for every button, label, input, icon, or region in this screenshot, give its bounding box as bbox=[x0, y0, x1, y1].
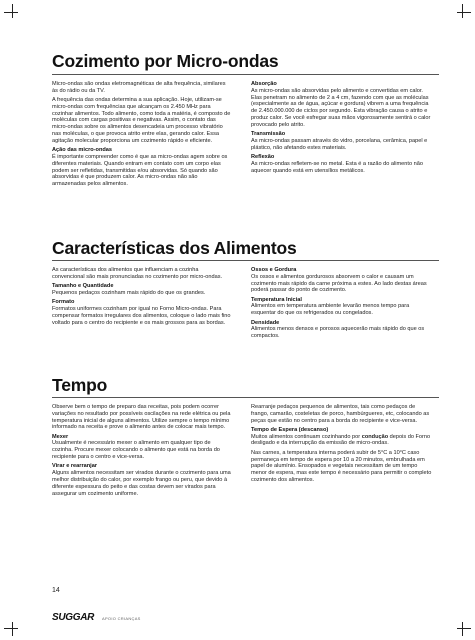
subheading: Mexer bbox=[52, 433, 69, 440]
section1-left-column bbox=[52, 81, 232, 190]
text-run: Muitos alimentos continuam cozinhando por bbox=[251, 433, 362, 440]
paragraph: Usualmente é necessário mexer o alimento em qualquer tipo de cozinha. Procure mexer colocando o alimento que está na borda do recipiente para o centro e vice-versa. bbox=[52, 440, 220, 461]
section2-right-column bbox=[251, 267, 432, 342]
section2-left-column bbox=[52, 267, 232, 329]
section1-right-column bbox=[251, 81, 432, 177]
paragraph: Os ossos e alimentos gordurosos absorvem o calor e causam um cozimento mais rápido da carne próxima a estes. Ao lado destas áreas poderá passar do ponto de cozimento. bbox=[251, 273, 427, 294]
paragraph: A frequência das ondas determina a sua aplicação. Hoje, utilizam-se micro-ondas com frequências que alcançam os 2.450 MHz para cozinhar alimentos. Todo alimento, como toda a matéria, é composto de moléculas com cargas positivas e negativas. Assim, o contato das micro-ondas sobre os alimentos desencadeia um processo vibratório nas moléculas, o que provoca atrito entre elas, gerando calor. Essa agitação molecular proporciona um cozimento rápido e eficiente. bbox=[52, 97, 231, 144]
crop-mark-top-right-v bbox=[462, 4, 463, 18]
subheading: Densidade bbox=[251, 319, 280, 326]
subheading: Reflexão bbox=[251, 153, 275, 160]
subheading: Formato bbox=[52, 299, 75, 306]
crop-mark-bottom-left-h bbox=[4, 628, 18, 629]
crop-mark-top-left-v bbox=[12, 4, 13, 18]
subheading: Absorção bbox=[251, 81, 277, 87]
crop-mark-bottom-left-v bbox=[12, 622, 13, 636]
paragraph: Alguns alimentos necessitam ser virados durante o cozimento para uma melhor distribuição do calor, por exemplo frango ou peru, que devido à diferente espessura do peito e das costas devem ser virados para assegurar um cozimento uniforme. bbox=[52, 470, 231, 497]
section-divider bbox=[52, 260, 439, 261]
subheading: Transmissão bbox=[251, 131, 286, 138]
paragraph: As micro-ondas passam através do vidro, porcelana, cerâmica, papel e plástico, não afetando estes materiais. bbox=[251, 137, 428, 151]
text-run: depois do Forno desligado e da interrupção da emissão de micro-ondas. bbox=[251, 433, 431, 447]
section-title-time: Tempo bbox=[52, 375, 108, 395]
section3-left-column bbox=[52, 404, 232, 500]
crop-mark-bottom-right-v bbox=[462, 622, 463, 636]
paragraph: Alimentos menos densos e porosos aquecerão mais rápido do que os compactos. bbox=[251, 326, 425, 340]
page-number: 14 bbox=[52, 587, 60, 594]
bold-term: condução bbox=[361, 433, 389, 440]
paragraph: As micro-ondas refletem-se no metal. Esta é a razão do alimento não aquecer quando está em utensílios metálicos. bbox=[251, 160, 423, 174]
subheading: Tamanho e Quantidade bbox=[52, 283, 114, 290]
crop-mark-top-right-h bbox=[457, 12, 471, 13]
section3-right-column bbox=[251, 404, 432, 486]
paragraph bbox=[251, 434, 432, 448]
subheading: Temperatura Inicial bbox=[251, 296, 302, 303]
subheading: Tempo de Espera (descanso) bbox=[251, 426, 329, 433]
subheading: Ossos e Gordura bbox=[251, 267, 297, 273]
section-divider bbox=[52, 74, 439, 75]
crop-mark-bottom-right-h bbox=[457, 628, 471, 629]
paragraph: Rearranje pedaços pequenos de alimentos, tais como pedaços de frango, camarão, costeletas de porco, hambúrgueres, etc, colocando as peças que estão no centro para a borda do recipiente e vice-versa. bbox=[251, 404, 430, 424]
section-divider bbox=[52, 397, 439, 398]
paragraph: Nas carnes, a temperatura interna poderá subir de 5°C a 10°C caso permaneça em tempo de espera por 10 a 20 minutos, embrulhada em papel de alumínio. Ensopados e vegetais necessitam de um tempo menor de espera, mas este tempo é necessário para permitir o completo cozimento dos alimentos. bbox=[251, 449, 432, 483]
section-title-microwave-cooking: Cozimento por Micro-ondas bbox=[52, 51, 279, 71]
paragraph: Pequenos pedaços cozinham mais rápido do que os grandes. bbox=[52, 289, 206, 296]
crop-mark-top-left-h bbox=[4, 12, 18, 13]
brand-logo: SUGGAR bbox=[52, 612, 95, 623]
section-title-food-characteristics: Características dos Alimentos bbox=[52, 238, 297, 258]
paragraph: Alimentos em temperatura ambiente levarão menos tempo para esquentar do que os refrigerados ou congelados. bbox=[251, 303, 410, 317]
subheading: Virar e rearranjar bbox=[52, 463, 97, 470]
paragraph: Formatos uniformes cozinham por igual no Forno Micro-ondas. Para compensar formatos irregulares dos alimentos, coloque o lado mais fino voltado para o centro do recipiente e os mais grossos para as bordas. bbox=[52, 305, 231, 326]
paragraph: As características dos alimentos que influenciam a cozinha convencional são mais pronunciadas no cozimento por micro-ondas. bbox=[52, 267, 223, 280]
paragraph: Observe bem o tempo de preparo das receitas, pois podem ocorrer variações no resultado por possíveis oscilações na rede elétrica ou pela temperatura inicial de alguns alimentos. Utilize sempre o tempo mínimo informado na receita e prove o alimento antes de colocar mais tempo. bbox=[52, 404, 231, 431]
paragraph: Micro-ondas são ondas eletromagnéticas de alta frequência, similares às do rádio ou da TV. bbox=[52, 81, 226, 94]
paragraph: As micro-ondas são absorvidas pelo alimento e convertidas em calor. Elas penetram no alimento de 2 a 4 cm, fazendo com que as moléculas (especialmente as de água, açúcar e gordura) vibrem a uma frequência de 2.450.000.000 de ciclos por segundo. Esta vibração causa o atrito e produz calor. Se você esfregar suas mãos vigorosamente sentirá o calor provocado pelo atrito. bbox=[251, 87, 431, 128]
brand-tagline: APOIO CRIANÇAS bbox=[102, 616, 141, 621]
paragraph: É importante compreender como é que as micro-ondas agem sobre os diferentes materiais. Quando entram em contato com um corpo elas podem ser refletidas, transmitidas e/ou absorvidas. Só quando são absorvidas é que produzem calor. As micro-ondas não são armazenadas pelos alimentos. bbox=[52, 153, 228, 188]
subheading: Ação das micro-ondas bbox=[52, 147, 112, 154]
